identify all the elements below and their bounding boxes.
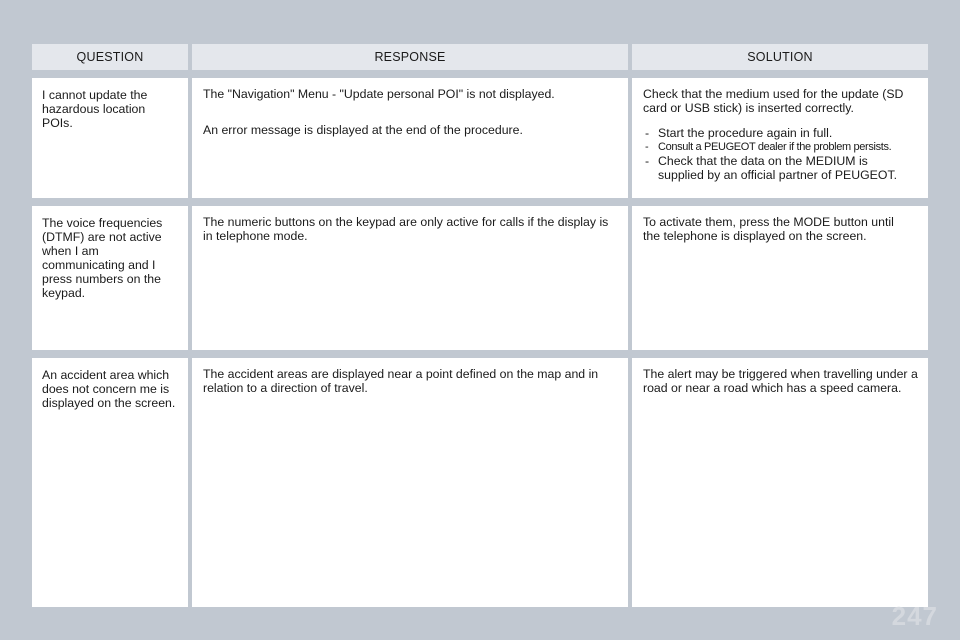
row-3-question-cell xyxy=(32,358,188,607)
page-number: 247 xyxy=(891,601,938,631)
row-1-response-2: An error message is displayed at the end of the procedure. xyxy=(203,123,523,137)
header-response: RESPONSE xyxy=(192,44,628,70)
row-1-solution-list xyxy=(643,126,918,182)
row-2-response-cell xyxy=(192,206,628,350)
row-2-question: The voice frequencies (DTMF) are not active when I am communicating and I press numbers on the keypad. xyxy=(42,216,163,300)
row-1-solution-cell xyxy=(632,78,928,198)
header-solution: SOLUTION xyxy=(632,44,928,70)
row-3-question: An accident area which does not concern me is displayed on the screen. xyxy=(42,368,176,410)
row-2-solution-cell xyxy=(632,206,928,350)
row-1-question-cell xyxy=(32,78,188,198)
row-1-response-1: The "Navigation" Menu - "Update personal POI" is not displayed. xyxy=(203,87,555,101)
list-item: - Start the procedure again in full. xyxy=(645,126,833,140)
row-3-solution-cell xyxy=(632,358,928,607)
row-1-response-cell xyxy=(192,78,628,198)
row-2-solution-text: To activate them, press the MODE button until the telephone is displayed on the screen. xyxy=(643,215,894,243)
row-1-question: I cannot update the hazardous location POIs. xyxy=(42,88,148,130)
row-2-response-1: The numeric buttons on the keypad are only active for calls if the display is in telephone mode. xyxy=(203,215,609,243)
list-item: - Check that the data on the MEDIUM is supplied by an official partner of PEUGEOT. xyxy=(645,154,898,182)
list-item: - Consult a PEUGEOT dealer if the problem persists. xyxy=(645,141,892,153)
header-question: QUESTION xyxy=(32,44,188,70)
row-3-response-cell xyxy=(192,358,628,607)
row-3-solution-text: The alert may be triggered when travelling under a road or near a road which has a speed camera. xyxy=(643,367,918,395)
row-1-solution-text: Check that the medium used for the update (SD card or USB stick) is inserted correctly. xyxy=(643,87,904,115)
row-3-response-1: The accident areas are displayed near a point defined on the map and in relation to a direction of travel. xyxy=(203,367,599,395)
row-2-question-cell xyxy=(32,206,188,350)
